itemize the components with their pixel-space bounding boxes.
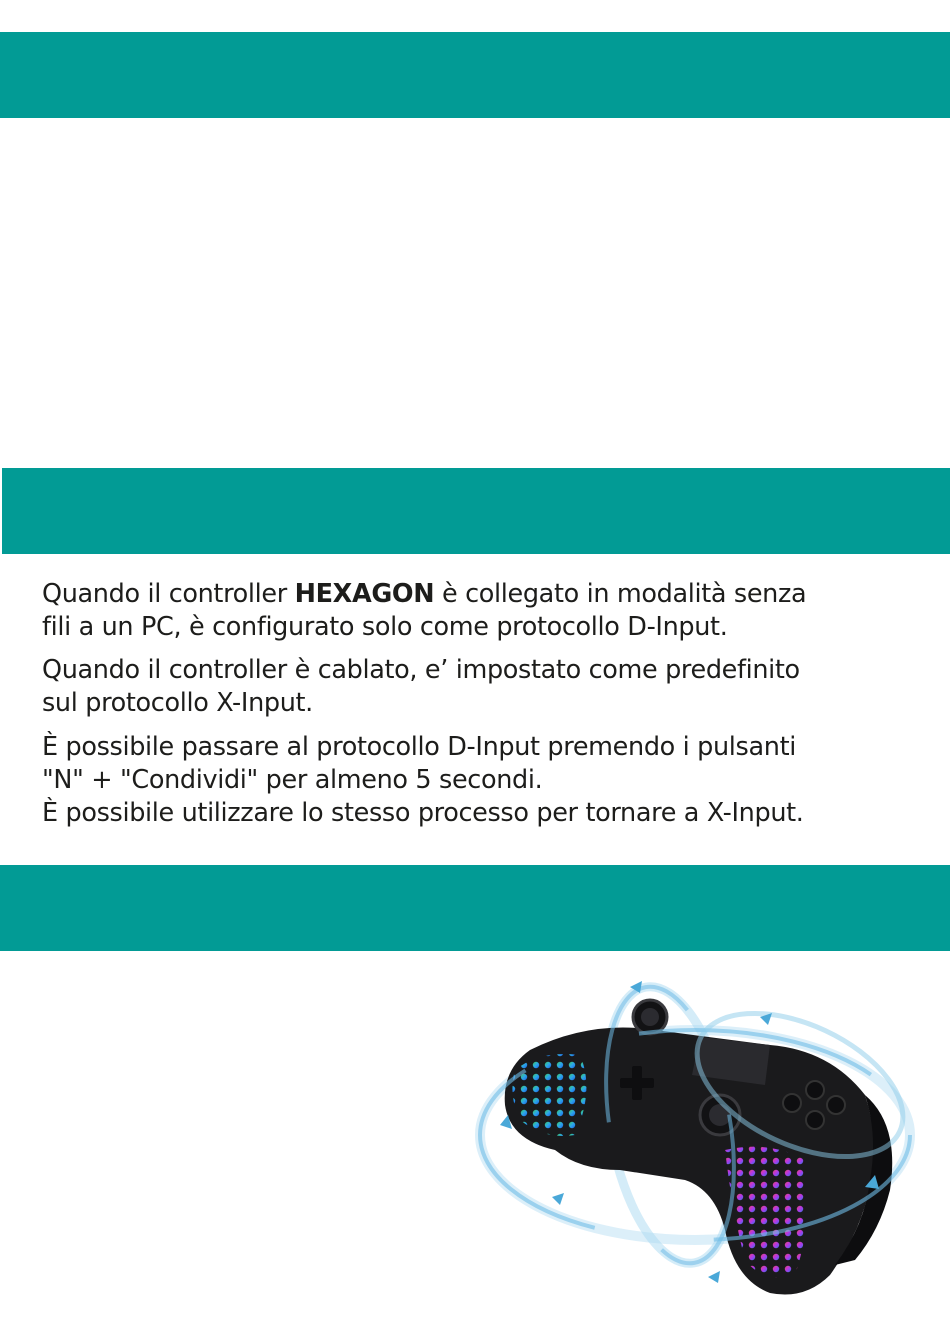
paragraph-line: "N" + "Condividi" per almeno 5 secondi.	[42, 765, 543, 795]
paragraph-line: sul protocollo X-Input.	[42, 688, 313, 718]
paragraph-wired-mode	[42, 654, 922, 720]
paragraph-wireless-mode	[42, 578, 922, 644]
controller-image	[470, 975, 930, 1310]
header-band-bottom	[0, 865, 950, 951]
paragraph-line	[42, 578, 922, 611]
paragraph-line: È possibile passare al protocollo D-Input premendo i pulsanti	[42, 732, 796, 762]
brand-name: HEXAGON	[294, 579, 435, 609]
gamepad-icon	[470, 975, 930, 1310]
paragraph-line: Quando il controller è cablato, e’ impostato come predefinito	[42, 655, 800, 685]
paragraph-line: fili a un PC, è configurato solo come protocollo D-Input.	[42, 612, 728, 642]
paragraph-switch-protocol	[42, 731, 922, 830]
header-band-middle	[2, 468, 950, 554]
text-span: è collegato in modalità senza	[434, 579, 807, 609]
header-band-top	[0, 32, 950, 118]
paragraph-line: È possibile utilizzare lo stesso processo per tornare a X-Input.	[42, 798, 804, 828]
text-span: Quando il controller	[42, 579, 295, 609]
